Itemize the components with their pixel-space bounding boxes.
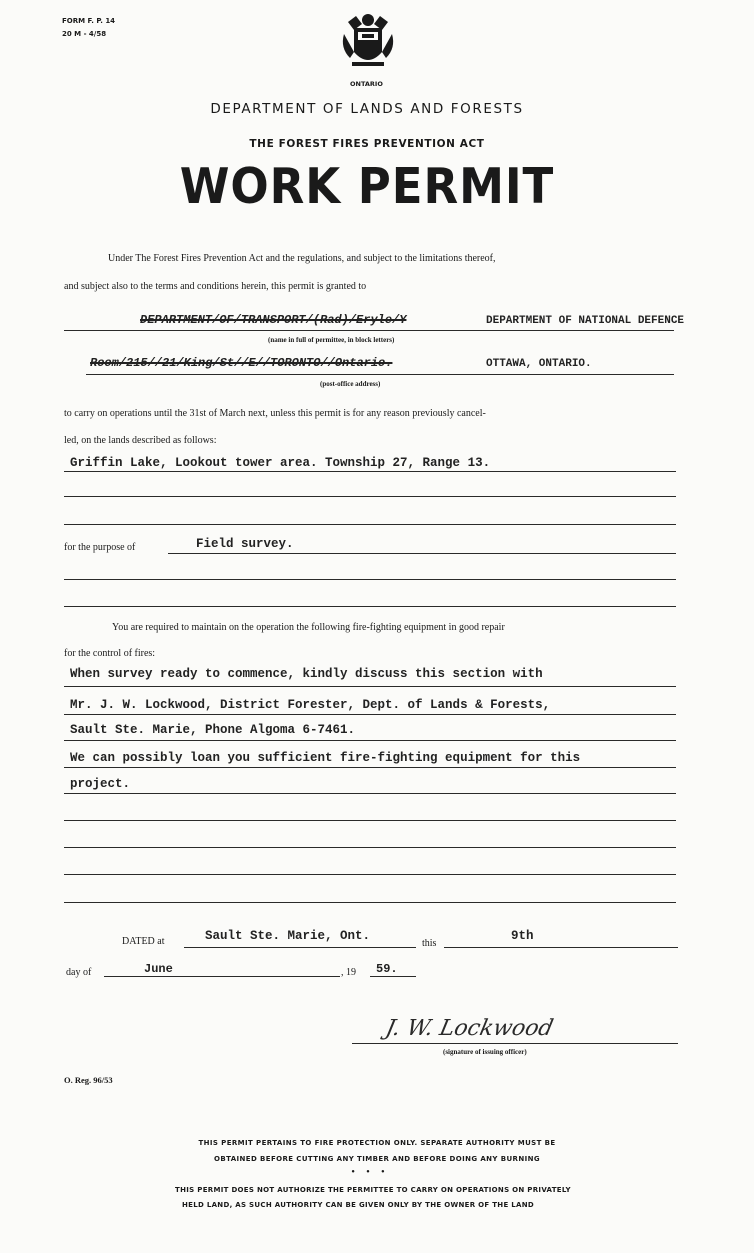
equipment-rule-2 [64, 714, 676, 715]
signature-line [352, 1043, 678, 1044]
dated-day: 9th [511, 929, 534, 943]
this-label: this [422, 938, 437, 949]
purpose-label: for the purpose of [64, 542, 136, 553]
dated-month-line [104, 976, 340, 977]
intro-line-1: Under The Forest Fires Prevention Act and the regulations, and subject to the limitations thereof, [108, 253, 496, 264]
form-print-run: 20 M - 4/58 [62, 30, 107, 38]
purpose-line-1 [168, 553, 676, 554]
year-prefix: , 19 [341, 967, 356, 978]
department-heading: DEPARTMENT OF LANDS AND FORESTS [210, 101, 524, 117]
equipment-line-1: You are required to maintain on the operation the following fire-fighting equipment in good repair [112, 622, 505, 633]
equipment-rule-4 [64, 767, 676, 768]
footer-line-3: THIS PERMIT DOES NOT AUTHORIZE THE PERMITTEE TO CARRY ON OPERATIONS ON PRIVATELY [175, 1186, 571, 1194]
equipment-rule-9 [64, 902, 676, 903]
equipment-text-5: project. [70, 777, 131, 791]
day-of-label: day of [66, 967, 92, 978]
equipment-line-2: for the control of fires: [64, 648, 156, 659]
equipment-rule-1 [64, 686, 676, 687]
purpose-line-2 [64, 579, 676, 580]
equipment-text-4: We can possibly loan you sufficient fire-fighting equipment for this [70, 751, 581, 765]
ontario-crest-icon [332, 12, 404, 74]
signature-caption: (signature of issuing officer) [443, 1048, 527, 1056]
equipment-rule-8 [64, 874, 676, 875]
dated-place: Sault Ste. Marie, Ont. [205, 929, 371, 943]
address-caption: (post-office address) [320, 380, 381, 388]
address-value: OTTAWA, ONTARIO. [486, 358, 592, 370]
form-number: FORM F. P. 14 [62, 17, 116, 25]
equipment-rule-3 [64, 740, 676, 741]
dated-month: June [144, 962, 173, 976]
footer-line-4: HELD LAND, AS SUCH AUTHORITY CAN BE GIVEN ONLY BY THE OWNER OF THE LAND [181, 1201, 535, 1209]
dated-day-line [444, 947, 678, 948]
footer-line-1: THIS PERMIT PERTAINS TO FIRE PROTECTION ONLY. SEPARATE AUTHORITY MUST BE [198, 1139, 556, 1147]
equipment-text-3: Sault Ste. Marie, Phone Algoma 6-7461. [70, 723, 356, 737]
lands-line-3 [64, 524, 676, 525]
lands-line-2 [64, 496, 676, 497]
equipment-text-2: Mr. J. W. Lockwood, District Forester, Dept. of Lands & Forests, [70, 698, 551, 712]
lands-description: Griffin Lake, Lookout tower area. Township 27, Range 13. [70, 456, 491, 470]
equipment-rule-7 [64, 847, 676, 848]
permittee-struck-name: DEPARTMENT/OF/TRANSPORT/(Rad)/Eryle/Y [140, 313, 407, 327]
officer-signature: J. W. Lockwood [383, 1016, 556, 1041]
crest-label: ONTARIO [350, 80, 383, 88]
permittee-caption: (name in full of permittee, in block letters) [268, 336, 395, 344]
equipment-rule-5 [64, 793, 676, 794]
purpose-line-3 [64, 606, 676, 607]
dated-year-line [370, 976, 416, 977]
address-struck: Room/215//21/King/St//E//TORONTO//Ontario. [90, 356, 393, 370]
lands-line-1 [64, 471, 676, 472]
equipment-text-1: When survey ready to commence, kindly discuss this section with [70, 667, 543, 681]
dated-year: 59. [376, 962, 398, 976]
permittee-name: DEPARTMENT OF NATIONAL DEFENCE [486, 315, 685, 327]
act-heading: THE FOREST FIRES PREVENTION ACT [249, 138, 485, 150]
equipment-rule-6 [64, 820, 676, 821]
dated-label: DATED at [122, 936, 165, 947]
address-line [86, 374, 674, 375]
operations-line-1: to carry on operations until the 31st of March next, unless this permit is for any reason previously cancel- [64, 408, 486, 419]
operations-line-2: led, on the lands described as follows: [64, 435, 217, 446]
purpose-value: Field survey. [196, 537, 294, 551]
regulation-reference: O. Reg. 96/53 [64, 1075, 113, 1085]
dated-place-line [184, 947, 416, 948]
footer-line-2: OBTAINED BEFORE CUTTING ANY TIMBER AND BEFORE DOING ANY BURNING [214, 1155, 540, 1163]
page-title: WORK PERMIT [179, 158, 555, 215]
permittee-line [64, 330, 674, 331]
footer-dots: • • • [350, 1168, 390, 1176]
intro-line-2: and subject also to the terms and conditions herein, this permit is granted to [64, 281, 367, 292]
